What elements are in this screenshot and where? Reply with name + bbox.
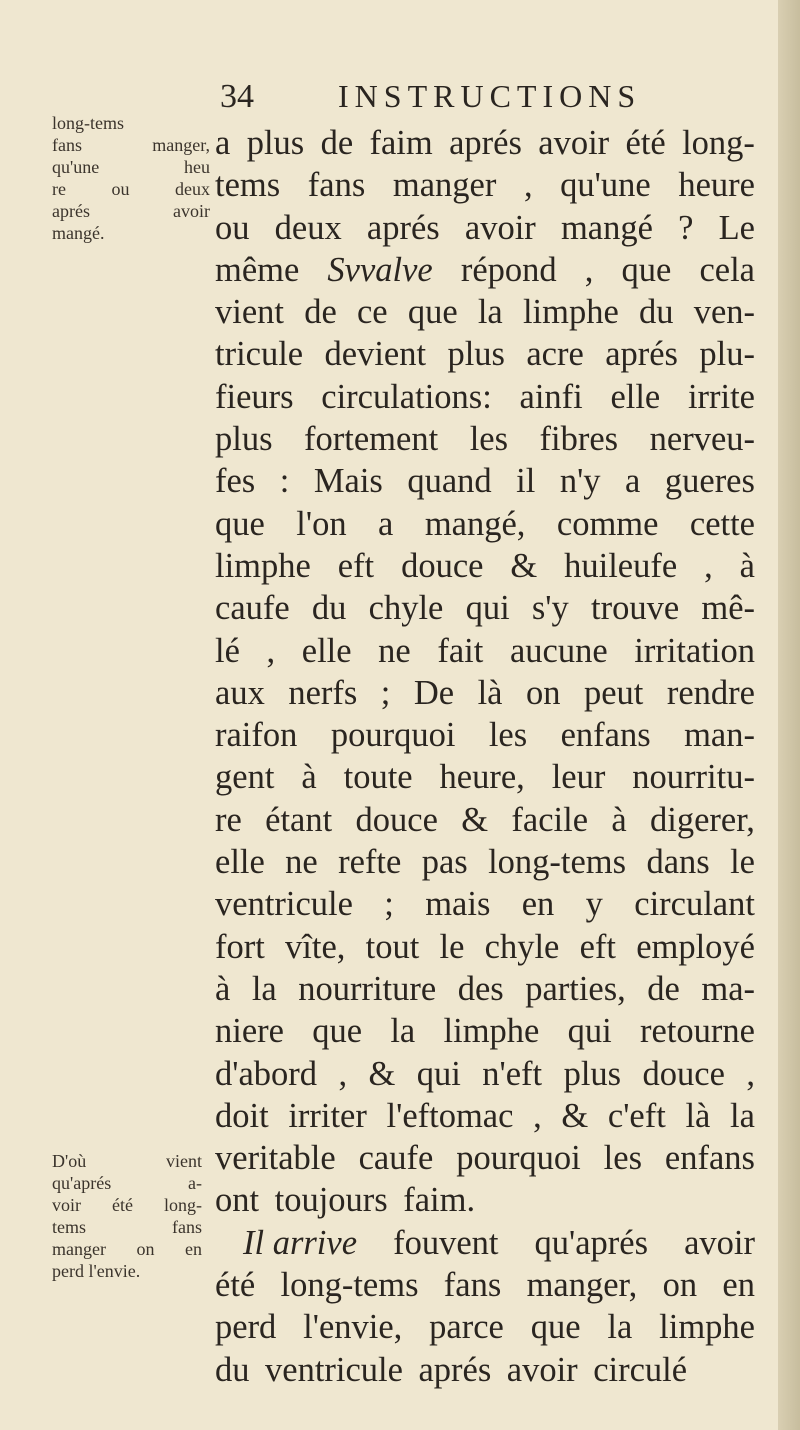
word: chyle (368, 589, 444, 628)
word: dans (646, 843, 710, 882)
word: circulant (634, 885, 755, 924)
word: rendre (666, 673, 755, 712)
word: plus (447, 335, 505, 374)
text-line (215, 249, 755, 291)
word: ; (384, 885, 394, 924)
word: raifon (215, 716, 298, 755)
word: employé (636, 927, 755, 966)
word: niere (215, 1012, 284, 1051)
word: mangé (560, 208, 653, 247)
word: caufe (358, 1139, 434, 1178)
word: là (477, 673, 503, 712)
word: heure, (439, 758, 525, 797)
word: plu- (699, 335, 755, 374)
word: nourritu- (632, 758, 755, 797)
margin-note-line: voir été long- (52, 1195, 202, 1215)
word: pas (421, 843, 468, 882)
word: on (525, 673, 561, 712)
word: , (533, 1096, 542, 1135)
word: aprés (605, 335, 678, 374)
word: & (368, 1054, 396, 1093)
margin-note-line: manger on en (52, 1239, 202, 1259)
word: l'envie, (303, 1308, 403, 1347)
word: pourquoi (456, 1139, 581, 1178)
word: on (662, 1266, 698, 1305)
word: fieurs (215, 377, 294, 416)
word: man- (684, 716, 755, 755)
word: qu'une (560, 166, 651, 205)
word: lé (215, 631, 240, 670)
text-line (215, 799, 755, 841)
word: ce (356, 293, 388, 332)
word: , (523, 166, 533, 205)
word: doit (215, 1096, 269, 1135)
word: s'y (531, 589, 569, 628)
word: Il arrive (243, 1223, 358, 1262)
word: ven- (693, 293, 755, 332)
text-line (215, 968, 755, 1010)
text-line (215, 1306, 755, 1348)
word: avoir (684, 1223, 755, 1262)
margin-note-line: tems fans (52, 1217, 202, 1237)
margin-note-line: qu'aprés a- (52, 1173, 202, 1193)
text-line (215, 1222, 755, 1264)
word: limphe (443, 1012, 540, 1051)
text-line (215, 714, 755, 756)
word: les (488, 716, 528, 755)
margin-note-line: fans manger, (52, 135, 210, 155)
word: n'y (559, 462, 601, 501)
text-line (215, 503, 755, 545)
word: même (215, 250, 300, 289)
word: aprés (366, 208, 440, 247)
word: à (301, 758, 317, 797)
word: circulé (593, 1350, 688, 1389)
word: limphe (522, 293, 619, 332)
word: circulations: (321, 377, 492, 416)
word: & (510, 546, 538, 585)
word: pourquoi (330, 716, 456, 755)
text-line (215, 1095, 755, 1137)
word: faim. (403, 1181, 476, 1220)
word: qu'aprés (534, 1223, 649, 1262)
word: fans (307, 166, 366, 205)
word: été (625, 124, 666, 162)
text-line (215, 1053, 755, 1095)
word: chyle (484, 927, 560, 966)
margin-note-2 (52, 1150, 202, 1282)
word: été (215, 1266, 256, 1305)
word: fes (215, 462, 256, 501)
word: Mais (313, 462, 383, 501)
word: de (647, 969, 680, 1008)
margin-note-line: D'où vient (52, 1151, 202, 1171)
word: vient (215, 293, 284, 332)
word: cette (689, 504, 755, 543)
word: deux (274, 208, 342, 247)
word: & (561, 1096, 589, 1135)
word: elle (301, 631, 352, 670)
word: là (685, 1096, 711, 1135)
word: les (603, 1139, 642, 1178)
text-line (215, 164, 755, 206)
word: tricule (215, 335, 304, 374)
word: la (607, 1308, 633, 1347)
word: du (215, 1350, 250, 1389)
word: n'eft (482, 1054, 543, 1093)
body-text (215, 122, 755, 1391)
word: avoir (506, 1350, 578, 1389)
word: toujours (274, 1181, 388, 1220)
word: veritable (215, 1139, 336, 1178)
word: la (477, 293, 503, 332)
word: ventricule (265, 1350, 403, 1389)
word: plus (246, 124, 305, 162)
text-line (215, 1137, 755, 1179)
text-line (215, 1264, 755, 1306)
word: limphe (215, 546, 311, 585)
word: douce (355, 800, 438, 839)
word: faim (369, 124, 433, 162)
word: ? (678, 208, 694, 247)
word: fibres (539, 420, 619, 459)
word: l'eftomac (386, 1096, 514, 1135)
word: que (215, 504, 265, 543)
word: à (611, 800, 627, 839)
word: heure (678, 166, 755, 205)
word: perd (215, 1308, 277, 1347)
word: qui (416, 1054, 461, 1093)
word: nourriture (298, 969, 437, 1008)
word: ventricule (215, 885, 353, 924)
word: leur (551, 758, 606, 797)
word: a (215, 124, 231, 162)
word: long-tems (488, 843, 627, 882)
word: aprés (449, 124, 522, 162)
word: ; (380, 673, 391, 712)
word: à (215, 969, 231, 1008)
word: le (730, 843, 755, 882)
text-line (215, 672, 755, 714)
word: en (722, 1266, 755, 1305)
word: ont (215, 1181, 260, 1220)
text-line (215, 587, 755, 629)
word: peut (583, 673, 644, 712)
margin-note-line: long-tems (52, 113, 124, 133)
word: long-tems (280, 1266, 419, 1305)
word: irritation (634, 631, 755, 670)
word: gueres (664, 462, 755, 501)
word: elle (610, 377, 661, 416)
word: devient (324, 335, 427, 374)
text-line (215, 122, 755, 164)
word: d'abord (215, 1054, 318, 1093)
word: De (413, 673, 455, 712)
word: qui (567, 1012, 612, 1051)
word: plus (563, 1054, 622, 1093)
word: acre (526, 335, 584, 374)
word: Le (718, 208, 755, 247)
word: avoir (464, 208, 536, 247)
word: l'on (296, 504, 347, 543)
margin-note-line: mangé. (52, 223, 105, 243)
word: la (390, 1012, 416, 1051)
word: les (469, 420, 509, 459)
page-number: 34 (220, 78, 254, 115)
word: ainfi (519, 377, 583, 416)
margin-note-line: qu'une heu (52, 157, 210, 177)
word: enfans (664, 1139, 755, 1178)
word: de (320, 124, 354, 162)
word: gent (215, 758, 275, 797)
word: long- (682, 124, 755, 162)
word: mais (425, 885, 491, 924)
word: fait (437, 631, 484, 670)
word: tout (365, 927, 420, 966)
text-line (215, 1010, 755, 1052)
word: fans (443, 1266, 502, 1305)
text-line (215, 841, 755, 883)
word: nerfs (288, 673, 358, 712)
text-line (215, 545, 755, 587)
word: c'eft (607, 1096, 666, 1135)
word: , (704, 546, 713, 585)
text-line (215, 756, 755, 798)
word: étant (265, 800, 333, 839)
word: limphe (659, 1308, 755, 1347)
word: manger (392, 166, 497, 205)
word: facile (511, 800, 589, 839)
word: trouve (591, 589, 680, 628)
word: en (521, 885, 555, 924)
word: la (251, 969, 277, 1008)
word: aucune (509, 631, 608, 670)
page-edge (778, 0, 800, 1430)
word: la (730, 1096, 755, 1135)
word: fort (215, 927, 265, 966)
word: huileufe (564, 546, 678, 585)
word: avoir (538, 124, 610, 162)
word: douce (401, 546, 484, 585)
word: refte (338, 843, 402, 882)
word: : (279, 462, 290, 501)
word: eft (579, 927, 616, 966)
word: , (584, 250, 594, 289)
word: du (311, 589, 347, 628)
text-line (215, 291, 755, 333)
word: caufe (215, 589, 290, 628)
text-line (215, 926, 755, 968)
word: mangé, (424, 504, 526, 543)
text-line (215, 418, 755, 460)
word: irrite (687, 377, 755, 416)
word: re (215, 800, 242, 839)
word: retourne (640, 1012, 755, 1051)
word: du (638, 293, 674, 332)
text-line (215, 207, 755, 249)
word: il (516, 462, 536, 501)
word: digerer, (650, 800, 755, 839)
word: Svvalve (327, 250, 433, 289)
word: ou (215, 208, 250, 247)
margin-note-line: perd l'envie. (52, 1261, 141, 1281)
word: répond (460, 250, 557, 289)
word: fortement (304, 420, 439, 459)
word: mê- (701, 589, 755, 628)
word: parce (429, 1308, 504, 1347)
word: ma- (701, 969, 755, 1008)
word: de (304, 293, 337, 332)
word: a (625, 462, 641, 501)
word: comme (556, 504, 659, 543)
word: ne (285, 843, 318, 882)
text-line (215, 883, 755, 925)
word: toute (343, 758, 413, 797)
word: aux (215, 673, 265, 712)
text-line (215, 376, 755, 418)
word: eft (337, 546, 375, 585)
word: que (312, 1012, 363, 1051)
word: & (461, 800, 489, 839)
word: à (739, 546, 755, 585)
word: , (338, 1054, 348, 1093)
word: manger, (526, 1266, 638, 1305)
word: elle (215, 843, 265, 882)
word: le (439, 927, 465, 966)
word: que (407, 293, 458, 332)
word: irriter (288, 1096, 367, 1135)
text-line (215, 1349, 755, 1391)
margin-note-line: aprés avoir (52, 201, 210, 221)
word: , (746, 1054, 755, 1093)
text-line (215, 630, 755, 672)
word: douce (642, 1054, 725, 1093)
text-line (215, 460, 755, 502)
word: nerveu- (649, 420, 755, 459)
word: fouvent (393, 1223, 499, 1262)
word: vîte, (285, 927, 346, 966)
word: enfans (560, 716, 651, 755)
word: qui (465, 589, 510, 628)
word: des (457, 969, 504, 1008)
word: tems (215, 166, 281, 205)
margin-note-line: re ou deux (52, 179, 210, 199)
page-header (220, 78, 750, 122)
word: aprés (418, 1350, 492, 1389)
running-title: INSTRUCTIONS (338, 78, 642, 114)
word: a (378, 504, 394, 543)
word: cela (699, 250, 755, 289)
text-line (215, 333, 755, 375)
word: plus (215, 420, 273, 459)
word: que (621, 250, 672, 289)
word: quand (407, 462, 492, 501)
word: parties, (525, 969, 626, 1008)
word: ne (378, 631, 411, 670)
word: y (585, 885, 603, 924)
word: , (266, 631, 276, 670)
margin-note-1 (52, 112, 210, 244)
text-line (215, 1179, 755, 1221)
word: que (530, 1308, 581, 1347)
